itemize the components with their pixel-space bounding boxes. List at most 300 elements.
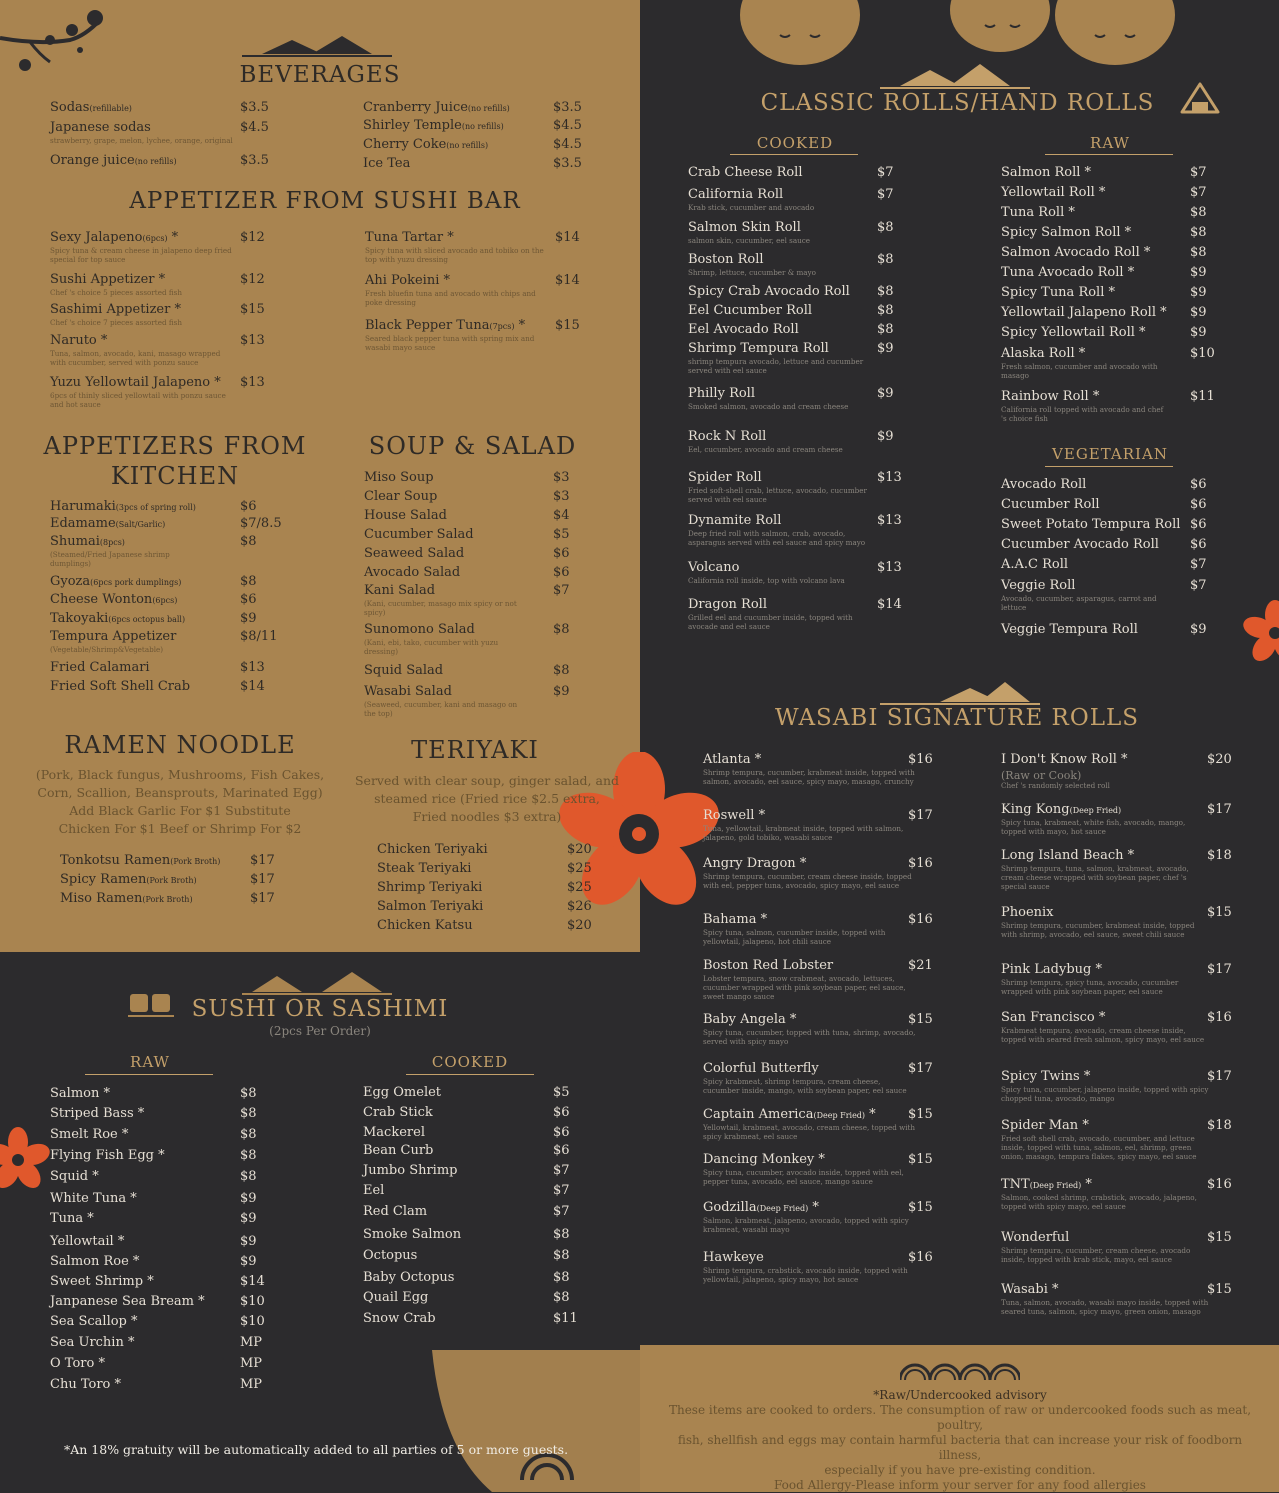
menu-item-description: salmon skin, cucumber, eel sauce: [688, 236, 811, 245]
item-name: Smelt Roe: [50, 1127, 118, 1142]
sakura-flower-icon: [0, 1125, 50, 1195]
menu-item-name: [363, 100, 510, 117]
menu-item-description: Spicy tuna, cucumber, jalapeno inside, topped with spicy chopped tuna, avocado, mango: [1001, 1085, 1209, 1103]
item-name: California Roll: [688, 187, 784, 202]
cherry-branch-icon: [0, 0, 120, 80]
menu-item-name: [363, 1204, 427, 1220]
menu-item-description: Shrimp tempura, cucumber, cream cheese inside, topped with eel, pepper tuna, avocado, spicy mayo, eel sauce: [703, 872, 912, 890]
menu-item-price: $8: [553, 622, 570, 637]
ramen-desc-line: Corn, Scallion, Beansprouts, Marinated Egg): [37, 785, 323, 800]
menu-item-name: [363, 1290, 428, 1306]
menu-item-price: $25: [567, 880, 592, 895]
menu-item-name: [50, 375, 221, 391]
menu-item-price: $8: [1190, 225, 1207, 240]
menu-item-price: $8: [877, 220, 894, 235]
menu-item-description: Tuna, yellowtail, krabmeat inside, topped with salmon, jalapeno, gold tobiko, wasabi sauce: [703, 824, 904, 842]
menu-item-name: [50, 153, 177, 170]
sushi-subtitle: (2pcs Per Order): [269, 1024, 371, 1038]
raw-star-marker: *: [96, 333, 108, 348]
menu-item-name: [50, 1335, 134, 1351]
item-name: Atlanta: [703, 752, 751, 767]
menu-item-name: [50, 574, 181, 591]
menu-item-price: $15: [908, 1107, 933, 1122]
item-name: Yuzu Yellowtail Jalapeno: [50, 375, 211, 390]
menu-item-name: [365, 230, 454, 246]
item-name: Boston Roll: [688, 252, 764, 267]
item-name: Spider Roll: [688, 470, 762, 485]
mountain-icon: [242, 36, 392, 60]
raw-star-marker: *: [117, 1127, 129, 1142]
raw-star-marker: *: [1116, 752, 1128, 767]
menu-item-price: $3.5: [553, 156, 582, 171]
menu-item-price: $7: [553, 583, 570, 598]
item-name: Cranberry Juice: [363, 100, 468, 115]
classic-title: CLASSIC ROLLS/HAND ROLLS: [760, 90, 1155, 116]
menu-item-price: $7: [1190, 185, 1207, 200]
raw-star-marker: *: [1080, 165, 1092, 180]
menu-item-price: $6: [553, 1125, 570, 1140]
menu-item-name: [50, 302, 181, 318]
item-name: San Francisco: [1001, 1010, 1095, 1025]
item-name: Crab Stick: [363, 1105, 433, 1120]
menu-item-price: $9: [1190, 325, 1207, 340]
divider: [1045, 154, 1173, 155]
menu-item-name: [1001, 905, 1054, 921]
menu-item-price: $9: [553, 684, 570, 699]
menu-item-description: strawberry, grape, melon, lychee, orange, original: [50, 136, 233, 145]
menu-item-name: [1001, 1282, 1059, 1298]
menu-item-name: [377, 880, 482, 896]
menu-item-name: [364, 663, 443, 679]
item-name: Shrimp Teriyaki: [377, 880, 483, 895]
item-note: (Deep Fried): [756, 1204, 809, 1213]
item-name: Dragon Roll: [688, 597, 767, 612]
menu-item-name: [688, 303, 812, 319]
item-note: (6pcs): [142, 234, 168, 243]
menu-item-price: $7: [553, 1183, 570, 1198]
menu-item-price: $6: [1190, 477, 1207, 492]
item-name: Salmon Roll: [1001, 165, 1081, 180]
menu-item-price: $9: [1190, 285, 1207, 300]
item-name: O Toro: [50, 1356, 95, 1371]
menu-item-price: $9: [1190, 622, 1207, 637]
menu-item-price: $8: [240, 534, 257, 549]
menu-item-name: [60, 872, 197, 889]
mountain-icon: [880, 680, 1040, 708]
menu-item-description: Spicy tuna, krabmeat, white fish, avocado, mango, topped with mayo, hot sauce: [1001, 818, 1186, 836]
menu-item-price: $12: [240, 230, 265, 245]
menu-item-name: [50, 1127, 128, 1143]
menu-item-name: [363, 1311, 436, 1327]
menu-item-name: [50, 230, 178, 247]
item-name: Harumaki: [50, 499, 116, 514]
menu-item-price: $8: [877, 303, 894, 318]
raw-star-marker: *: [194, 1294, 205, 1309]
raw-star-marker: *: [167, 230, 179, 245]
item-name: Sashimi Appetizer: [50, 302, 171, 317]
menu-item-name: [364, 489, 437, 505]
item-name: Salmon Roe: [50, 1254, 129, 1269]
menu-item-price: $15: [1207, 1282, 1232, 1297]
menu-item-name: [50, 1169, 99, 1185]
classic-cooked-label: COOKED: [756, 134, 834, 152]
menu-item-price: $9: [877, 429, 894, 444]
menu-item-price: $7: [1190, 557, 1207, 572]
menu-item-price: $6: [240, 592, 257, 607]
menu-item-price: $16: [908, 1250, 933, 1265]
menu-item-price: $17: [1207, 802, 1232, 817]
raw-star-marker: *: [170, 302, 181, 317]
raw-star-marker: *: [143, 1274, 154, 1289]
menu-item-price: $5: [553, 527, 570, 542]
item-note: (Deep Fried): [813, 1111, 866, 1120]
menu-item-price: $6: [1190, 497, 1207, 512]
advisory-text: [660, 1388, 1260, 1493]
menu-item-price: $15: [1207, 1230, 1232, 1245]
menu-item-price: $4.5: [553, 118, 582, 133]
teriyaki-description: [352, 772, 622, 826]
raw-star-marker: *: [1104, 285, 1116, 300]
menu-item-name: [1001, 205, 1075, 221]
menu-item-description: Tuna, salmon, avocado, kani, masago wrapped with cucumber, served with ponzu sauce: [50, 349, 221, 367]
item-name: Squid: [50, 1169, 89, 1184]
menu-item-description: Chef 's choice 7 pieces assorted fish: [50, 318, 182, 327]
item-name: Shrimp Tempura Roll: [688, 341, 829, 356]
menu-item-description: Smoked salmon, avocado and cream cheese: [688, 402, 849, 411]
item-name: Egg Omelet: [363, 1085, 442, 1100]
menu-item-price: $14: [555, 230, 580, 245]
kitchen-title-line2: KITCHEN: [110, 462, 240, 490]
item-name: Yellowtail Jalapeno Roll: [1001, 305, 1156, 320]
menu-item-name: [50, 1274, 154, 1290]
classic-raw-label: RAW: [1090, 134, 1130, 152]
menu-item-price: $6: [553, 546, 570, 561]
item-note: (Raw or Cook): [1001, 769, 1082, 782]
menu-item-price: $4.5: [240, 120, 269, 135]
menu-item-price: $3.5: [240, 100, 269, 115]
raw-star-marker: *: [814, 1152, 825, 1167]
menu-item-description: California roll inside, top with volcano lava: [688, 576, 845, 585]
menu-item-description: Chef 's randomly selected roll: [1001, 781, 1110, 790]
menu-item-price: $16: [908, 912, 933, 927]
menu-item-description: Spicy tuna with sliced avocado and tobiko on the top with yuzu dressing: [365, 246, 544, 264]
kitchen-title-line1: APPETIZERS FROM: [43, 432, 307, 460]
item-note: (6pcs octopus ball): [108, 615, 186, 624]
item-name: Black Pepper Tuna: [365, 318, 490, 333]
menu-item-name: [50, 272, 165, 288]
menu-item-price: $13: [240, 333, 265, 348]
menu-item-price: $6: [240, 499, 257, 514]
item-name: Boston Red Lobster: [703, 958, 834, 973]
menu-item-price: $8: [240, 1169, 257, 1184]
item-name: Colorful Butterfly: [703, 1061, 819, 1076]
menu-item-description: shrimp tempura avocado, lettuce and cucumber served with eel sauce: [688, 357, 864, 375]
teriyaki-desc-line: steamed rice (Fried rice $2.5 extra,: [374, 791, 600, 806]
menu-item-price: $16: [908, 752, 933, 767]
sushi-cooked-label: COOKED: [431, 1053, 509, 1071]
menu-item-price: $9: [240, 1254, 257, 1269]
raw-star-marker: *: [1064, 205, 1075, 220]
menu-item-price: $21: [908, 958, 933, 973]
menu-item-description: Lobster tempura, snow crabmeat, avocado, lettuces, cucumber wrapped with pink soybean paper, eel sauce, sweet mango sauce: [703, 974, 906, 1001]
item-name: Yellowtail Roll: [1001, 185, 1095, 200]
menu-item-name: [50, 660, 150, 676]
menu-item-price: $4.5: [553, 137, 582, 152]
menu-item-name: [688, 165, 803, 181]
raw-star-marker: *: [1155, 305, 1167, 320]
menu-item-name: [60, 891, 193, 908]
menu-item-price: $11: [553, 1311, 578, 1326]
menu-item-name: [50, 679, 190, 695]
menu-item-description: California roll topped with avocado and chef 's choice fish: [1001, 405, 1164, 423]
item-name: Philly Roll: [688, 386, 755, 401]
menu-item-name: [50, 1377, 121, 1393]
item-name: Cherry Coke: [363, 137, 447, 152]
onigiri-icon: [1180, 82, 1220, 116]
menu-item-name: [1001, 802, 1121, 819]
menu-item-price: $9: [1190, 305, 1207, 320]
item-name: Fried Calamari: [50, 660, 150, 675]
menu-item-name: [363, 1105, 433, 1121]
menu-item-price: $16: [908, 856, 933, 871]
menu-item-name: [50, 1314, 138, 1330]
menu-item-price: $8/11: [240, 629, 278, 644]
item-name: Wonderful: [1001, 1230, 1070, 1245]
menu-item-price: $15: [240, 302, 265, 317]
item-name: Angry Dragon: [703, 856, 796, 871]
menu-item-name: [377, 918, 473, 934]
item-name: Tuna Avocado Roll: [1001, 265, 1124, 280]
item-name: Salmon: [50, 1086, 100, 1101]
item-name: Bean Curb: [363, 1143, 434, 1158]
raw-star-marker: *: [1088, 389, 1100, 404]
item-name: Spider Man: [1001, 1118, 1079, 1133]
menu-item-price: $8: [240, 574, 257, 589]
menu-item-price: $13: [877, 560, 902, 575]
menu-item-name: [363, 137, 488, 154]
menu-item-price: $8: [240, 1148, 257, 1163]
menu-item-description: Fried soft shell crab, avocado, cucumber, and lettuce inside, topped with tuna, salmon, eel, shrimp, green onion, masago, tempura flakes, spicy mayo, eel sauce: [1001, 1134, 1197, 1161]
menu-item-name: [50, 1356, 105, 1372]
sushi-raw-label: RAW: [130, 1053, 170, 1071]
menu-item-name: [1001, 497, 1100, 513]
menu-item-description: 6pcs of thinly sliced yellowtail with ponzu sauce and hot sauce: [50, 391, 226, 409]
menu-item-name: [1001, 477, 1086, 493]
mountain-icon: [242, 972, 392, 998]
menu-item-description: Krabmeat tempura, avocado, cream cheese inside, topped with seared fresh salmon, spicy mayo, eel sauce: [1001, 1026, 1205, 1044]
menu-item-name: [1001, 225, 1131, 241]
item-name: Salmon Avocado Roll: [1001, 245, 1140, 260]
item-name: Naruto: [50, 333, 97, 348]
menu-item-description: Shrimp tempura, crabstick, avocado inside, topped with yellowtail, jalapeno, spicy mayo, hot sauce: [703, 1266, 908, 1284]
item-name: Spicy Ramen: [60, 872, 147, 887]
item-name: Ahi Pokeini: [365, 273, 440, 288]
menu-item-name: [1001, 346, 1085, 362]
item-name: Sweet Shrimp: [50, 1274, 144, 1289]
menu-item-price: MP: [240, 1377, 263, 1392]
item-note: (Pork Broth): [146, 876, 197, 885]
menu-item-description: (Kani, ebi, tako, cucumber with yuzu dressing): [364, 638, 499, 656]
menu-item-name: [50, 1191, 137, 1207]
teriyaki-desc-line: Fried noodles $3 extra): [412, 809, 562, 824]
menu-item-name: [60, 853, 220, 870]
menu-item-description: Shrimp tempura, cucumber, cream cheese, avocado inside, topped with krab stick, mayo, eel sauce: [1001, 1246, 1191, 1264]
item-name: Eel Avocado Roll: [688, 322, 799, 337]
menu-item-name: [50, 629, 176, 645]
menu-item-name: [364, 583, 435, 599]
item-name: Chu Toro: [50, 1377, 111, 1392]
menu-item-description: Spicy tuna, cucumber, avocado inside, topped with eel, pepper tuna, avocado, eel sauce, mango sauce: [703, 1168, 904, 1186]
menu-item-name: [377, 842, 488, 858]
menu-item-name: [688, 470, 762, 486]
menu-item-price: $8: [553, 1290, 570, 1305]
menu-item-price: $13: [877, 470, 902, 485]
item-name: Jumbo Shrimp: [363, 1163, 458, 1178]
item-name: Rock N Roll: [688, 429, 767, 444]
menu-item-name: [363, 1248, 417, 1264]
menu-item-description: (Kani, cucumber, masago mix spicy or not spicy): [364, 599, 517, 617]
raw-star-marker: *: [443, 230, 454, 245]
menu-item-name: [703, 1012, 796, 1028]
menu-item-name: [1001, 305, 1167, 321]
menu-item-price: $20: [567, 918, 592, 933]
menu-item-name: [1001, 1118, 1089, 1134]
menu-item-price: $6: [1190, 537, 1207, 552]
menu-item-name: [364, 546, 464, 562]
menu-item-price: $16: [1207, 1177, 1232, 1192]
raw-star-marker: *: [110, 1377, 121, 1392]
menu-item-name: [363, 1125, 425, 1141]
menu-item-description: Fried soft-shell crab, lettuce, avocado, cucumber served with eel sauce: [688, 486, 867, 504]
raw-star-marker: *: [126, 1314, 138, 1329]
item-note: (3pcs of spring roll): [115, 503, 196, 512]
menu-item-price: $8: [877, 284, 894, 299]
menu-item-price: $8: [1190, 205, 1207, 220]
menu-item-description: Tuna, salmon, avocado, wasabi mayo inside, topped with seared tuna, salmon, spicy mayo, green onion, masago: [1001, 1298, 1209, 1316]
menu-item-price: $7: [877, 187, 894, 202]
item-name: Steak Teriyaki: [377, 861, 472, 876]
item-name: Sunomono Salad: [364, 622, 475, 637]
item-name: Alaska Roll: [1001, 346, 1075, 361]
menu-item-name: [50, 534, 125, 551]
item-name: I Don't Know Roll: [1001, 752, 1117, 767]
menu-item-name: [364, 622, 475, 638]
item-name: Captain America: [703, 1107, 814, 1122]
wave-icon: [900, 1358, 1020, 1384]
item-name: Sushi Appetizer: [50, 272, 155, 287]
raw-star-marker: *: [808, 1200, 819, 1215]
raw-star-marker: *: [795, 856, 807, 871]
raw-star-marker: *: [785, 1012, 797, 1027]
menu-item-name: [703, 752, 761, 768]
menu-item-name: [703, 1200, 819, 1217]
item-name: Spicy Yellowtail Roll: [1001, 325, 1135, 340]
menu-item-name: [688, 220, 801, 236]
raw-star-marker: *: [1079, 1069, 1091, 1084]
raw-star-marker: *: [83, 1211, 94, 1226]
item-name: Edamame: [50, 516, 116, 531]
advisory-line: Food Allergy-Please inform your server for any food allergies: [774, 1478, 1146, 1492]
menu-item-name: [1001, 165, 1091, 181]
menu-item-price: $12: [240, 272, 265, 287]
item-name: King Kong: [1001, 802, 1070, 817]
raw-star-marker: *: [1081, 1177, 1092, 1192]
menu-item-price: $7: [553, 1163, 570, 1178]
menu-item-name: [363, 1183, 384, 1199]
item-name: Baby Angela: [703, 1012, 786, 1027]
item-name: Spicy Twins: [1001, 1069, 1080, 1084]
item-note: (no refills): [461, 122, 504, 131]
menu-item-price: $17: [908, 808, 933, 823]
menu-item-description: (Seaweed, cucumber, kani and masago on the top): [364, 700, 518, 718]
menu-item-name: [1001, 1010, 1105, 1026]
raw-star-marker: *: [126, 1191, 137, 1206]
menu-item-name: [50, 611, 185, 628]
item-name: Sea Urchin: [50, 1335, 124, 1350]
item-name: Ice Tea: [363, 156, 411, 171]
item-note: (Salt/Garlic): [115, 520, 166, 529]
beverages-title: BEVERAGES: [239, 62, 401, 88]
item-name: Cucumber Roll: [1001, 497, 1100, 512]
item-name: Sweet Potato Tempura Roll: [1001, 517, 1181, 532]
item-name: Tuna Tartar: [365, 230, 444, 245]
raw-star-marker: *: [113, 1234, 125, 1249]
item-name: Miso Ramen: [60, 891, 143, 906]
menu-item-price: $14: [555, 273, 580, 288]
item-note: (no refills): [134, 157, 177, 166]
menu-item-price: $26: [567, 899, 592, 914]
menu-item-name: [1001, 265, 1134, 281]
menu-item-name: [363, 1143, 433, 1159]
menu-item-name: [1001, 752, 1128, 768]
menu-item-price: $8: [553, 663, 570, 678]
menu-item-price: $3.5: [240, 153, 269, 168]
menu-item-description: Fresh salmon, cucumber and avocado with masago: [1001, 362, 1158, 380]
menu-item-price: $9: [877, 386, 894, 401]
menu-item-price: $9: [240, 1211, 257, 1226]
item-name: Flying Fish Egg: [50, 1148, 154, 1163]
item-name: Kani Salad: [364, 583, 436, 598]
menu-item-name: [1001, 517, 1180, 533]
item-name: Volcano: [688, 560, 740, 575]
menu-item-price: MP: [240, 1335, 263, 1350]
item-name: Sexy Jalapeno: [50, 230, 143, 245]
menu-item-price: $8: [553, 1248, 570, 1263]
item-name: Chicken Teriyaki: [377, 842, 488, 857]
item-note: (no refills): [446, 141, 489, 150]
divider: [85, 1074, 213, 1075]
menu-item-description: Fresh bluefin tuna and avocado with chips and poke dressing: [365, 289, 536, 307]
item-name: Orange juice: [50, 153, 135, 168]
soup-title: SOUP & SALAD: [368, 432, 577, 460]
sushi-icon: [128, 988, 174, 1020]
item-name: Rainbow Roll: [1001, 389, 1089, 404]
ramen-desc-line: Chicken For $1 Beef or Shrimp For $2: [58, 821, 302, 836]
item-name: Avocado Salad: [364, 565, 461, 580]
item-name: Mackerel: [363, 1125, 425, 1140]
item-name: Godzilla: [703, 1200, 757, 1215]
menu-item-price: $6: [1190, 517, 1207, 532]
menu-item-description: (Vegetable/Shrimp&Vegetable): [50, 645, 164, 654]
item-name: Dynamite Roll: [688, 513, 782, 528]
menu-item-price: $3: [553, 489, 570, 504]
item-name: Miso Soup: [364, 470, 434, 485]
menu-item-price: $8: [240, 1127, 257, 1142]
sushi-title: SUSHI OR SASHIMI: [191, 996, 449, 1022]
item-name: Smoke Salmon: [363, 1227, 462, 1242]
mountain-icon: [880, 64, 1030, 92]
item-note: (7pcs): [489, 322, 515, 331]
